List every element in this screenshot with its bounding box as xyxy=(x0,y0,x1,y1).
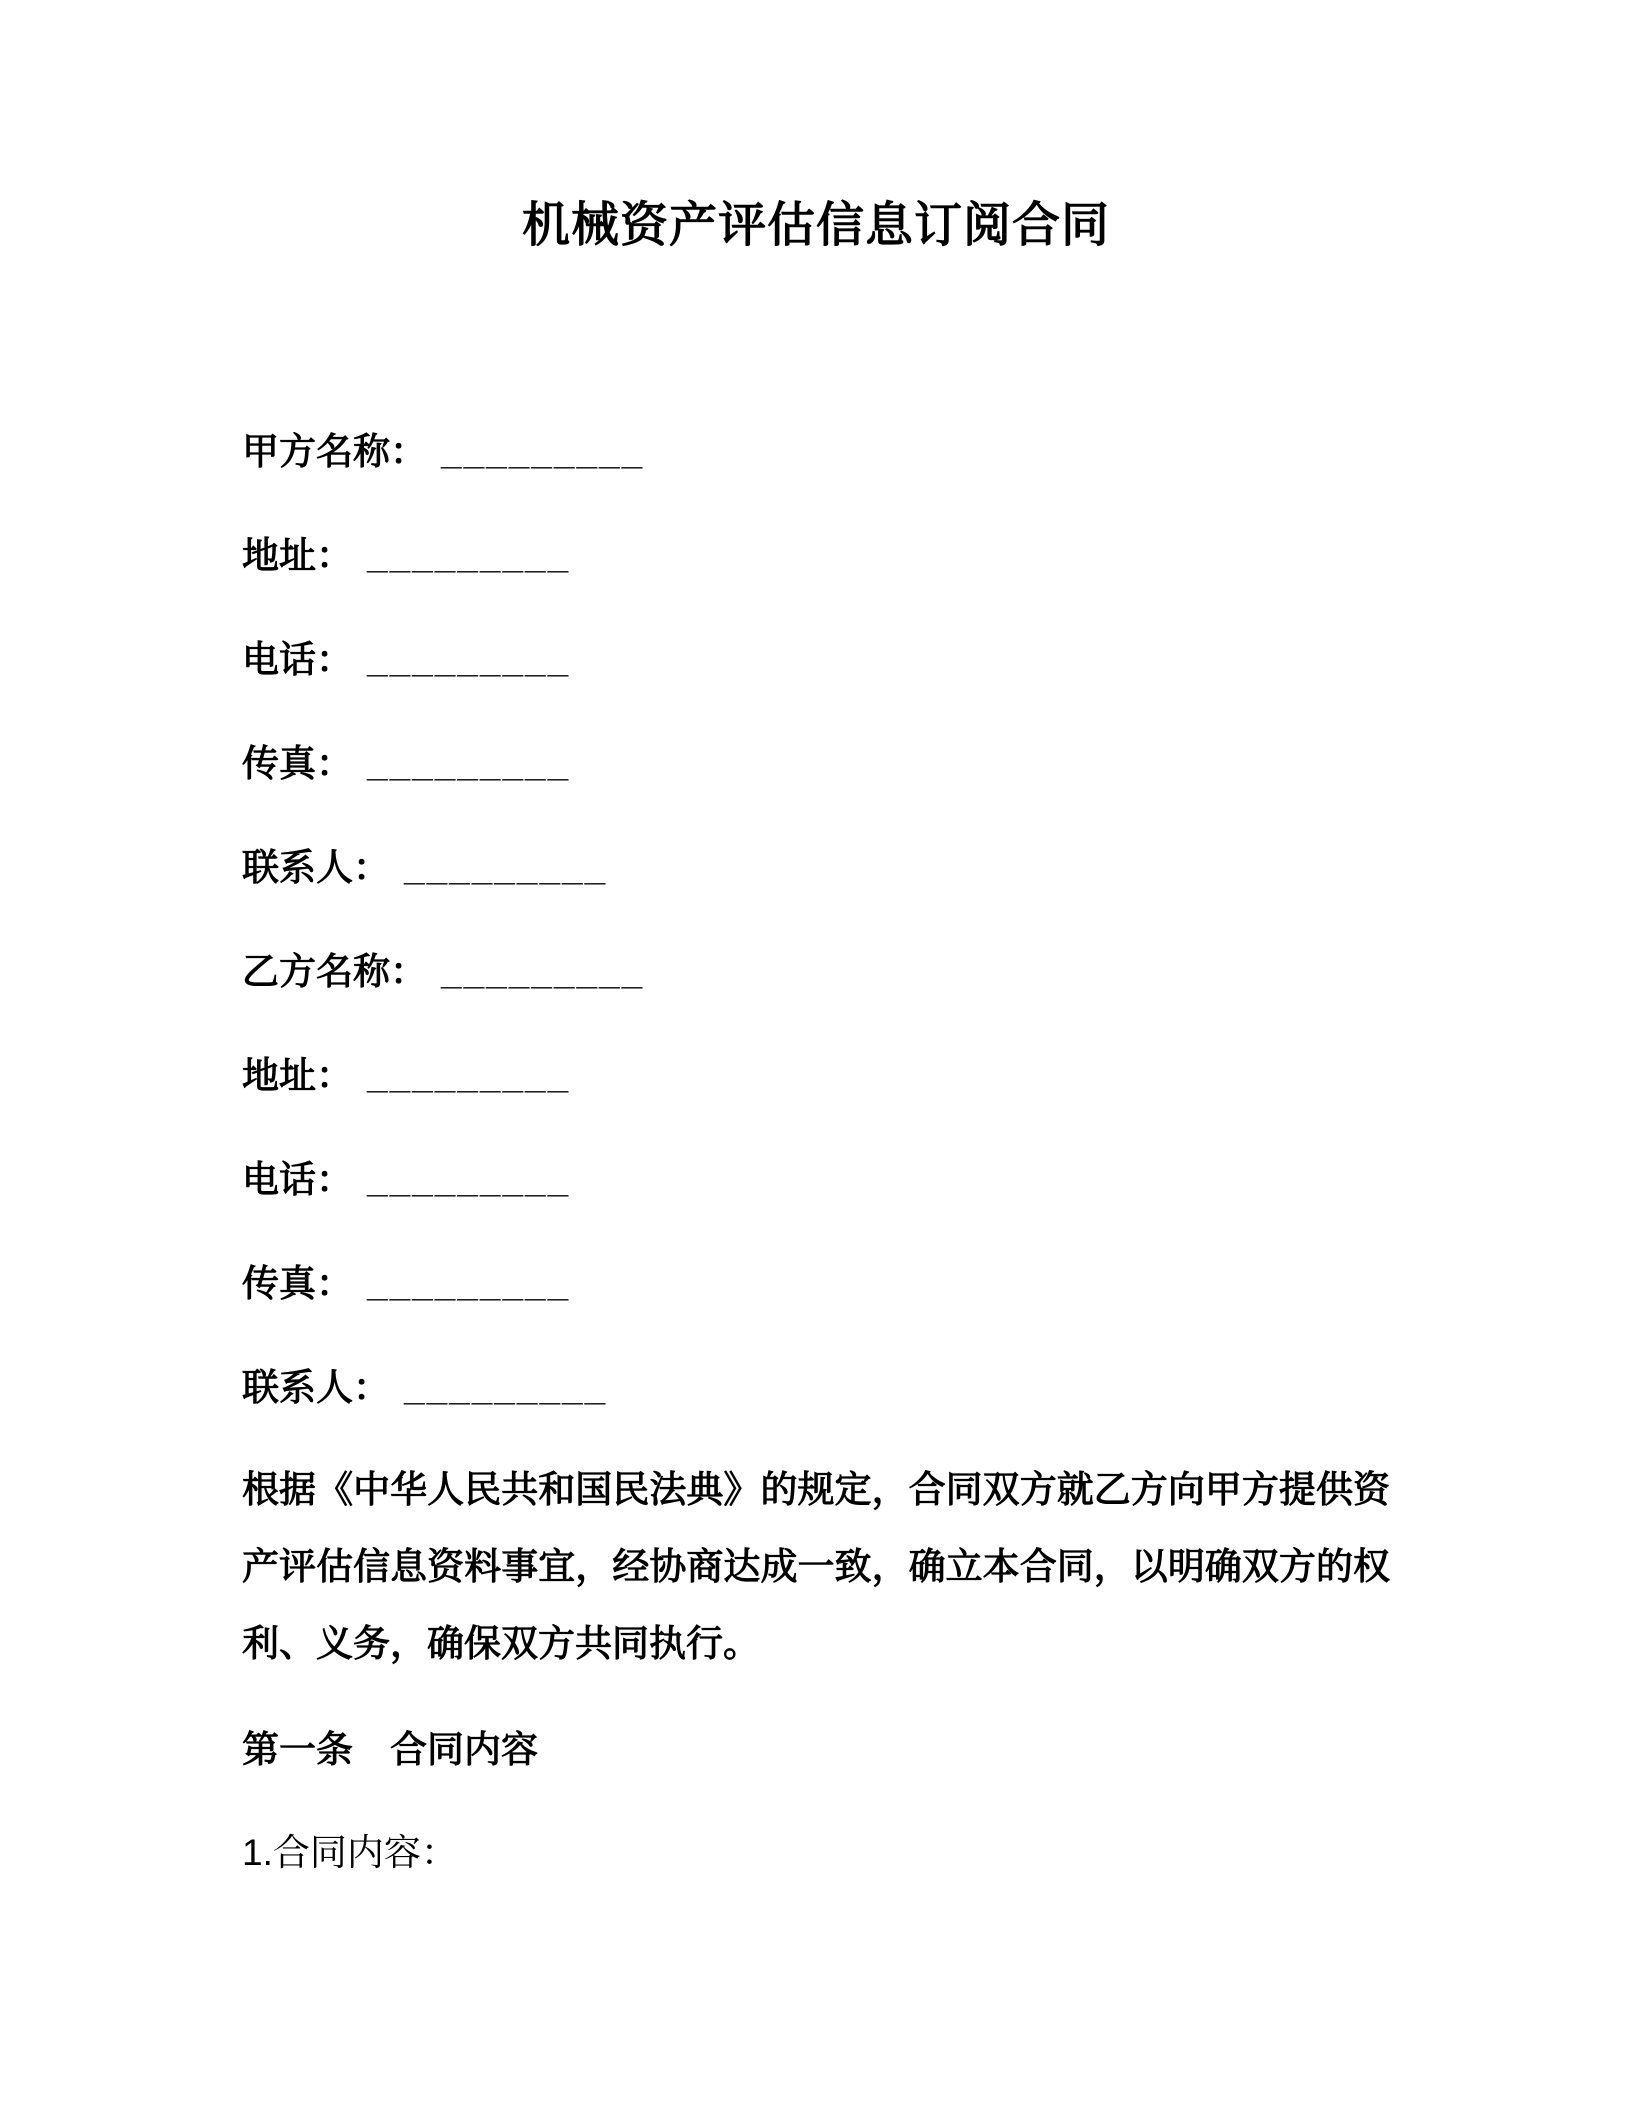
party-fields xyxy=(242,431,1390,1409)
field-blank-line: _________ xyxy=(367,535,571,576)
field-party-b-phone xyxy=(242,1159,1390,1201)
field-blank-line: _________ xyxy=(404,847,608,888)
field-label: 传真： xyxy=(242,743,353,784)
preamble-paragraph: 根据《中华人民共和国民法典》的规定，合同双方就乙方向甲方提供资产评估信息资料事宜，经协商达成一致，确立本合同，以明确双方的权利、义务，确保双方共同执行。 xyxy=(242,1469,1390,1664)
field-blank-line: _________ xyxy=(441,951,645,992)
field-party-b-address xyxy=(242,1055,1390,1097)
clause-item-1: 1.合同内容： xyxy=(242,1832,458,1873)
field-party-b-contact xyxy=(242,1367,1390,1409)
field-label: 电话： xyxy=(242,1159,353,1200)
field-blank-line: _________ xyxy=(367,743,571,784)
field-label: 甲方名称： xyxy=(242,431,427,472)
field-label: 电话： xyxy=(242,639,353,680)
field-party-a-name xyxy=(242,431,1390,473)
field-label: 联系人： xyxy=(242,847,390,888)
field-blank-line: _________ xyxy=(367,1159,571,1200)
field-party-a-address xyxy=(242,535,1390,577)
field-party-a-contact xyxy=(242,847,1390,889)
field-party-a-phone xyxy=(242,639,1390,681)
field-blank-line: _________ xyxy=(404,1367,608,1408)
field-party-a-fax xyxy=(242,743,1390,785)
field-blank-line: _________ xyxy=(441,431,645,472)
field-label: 联系人： xyxy=(242,1367,390,1408)
field-label: 传真： xyxy=(242,1263,353,1304)
field-label: 乙方名称： xyxy=(242,951,427,992)
field-blank-line: _________ xyxy=(367,639,571,680)
field-blank-line: _________ xyxy=(367,1263,571,1304)
field-label: 地址： xyxy=(242,535,353,576)
field-party-b-fax xyxy=(242,1263,1390,1305)
contract-title: 机械资产评估信息订阅合同 xyxy=(521,199,1110,252)
field-blank-line: _________ xyxy=(367,1055,571,1096)
section-heading-article-1: 第一条 合同内容 xyxy=(242,1729,538,1770)
field-party-b-name xyxy=(242,951,1390,993)
field-label: 地址： xyxy=(242,1055,353,1096)
